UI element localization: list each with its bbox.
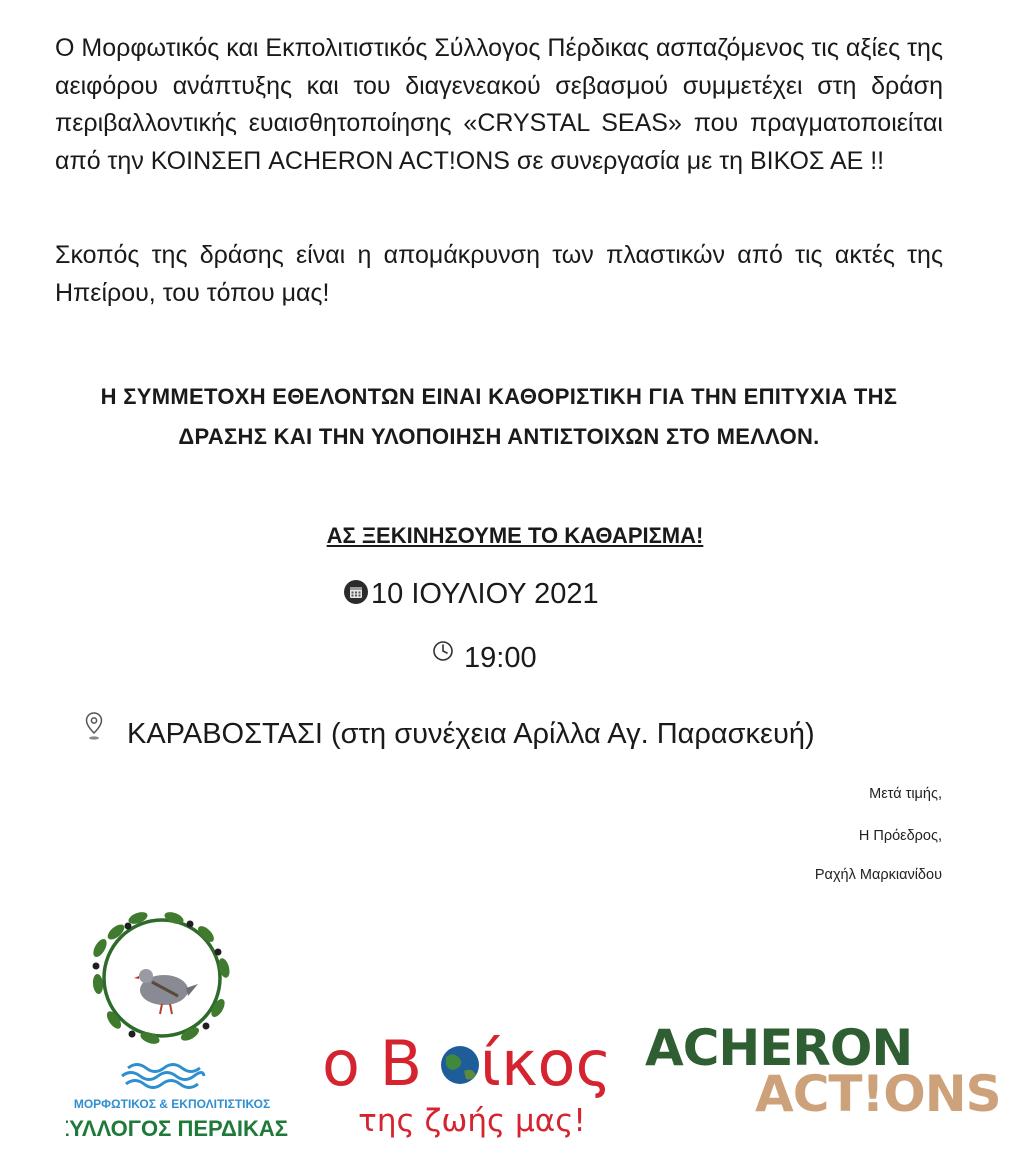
- clock-icon: [432, 640, 454, 662]
- vikos-logo-tagline: της ζωής μας!: [358, 1103, 586, 1139]
- event-date: [343, 578, 599, 611]
- partridge-icon: [134, 969, 198, 1014]
- sullogos-logo-line-2: ΣΥΛΛΟΓΟΣ ΠΕΡΔΙΚΑΣ: [66, 1116, 288, 1141]
- intro-paragraph-1: Ο Μορφωτικός και Εκπολιτιστικός Σύλλογος Πέρδικας ασπαζόμενος τις αξίες της αειφόρου ανάπτυξης και του διαγενεακού σεβασμού συμμετέχει στη δράση περιβαλλοντικής ευαισθητοποίησης «CRYSTAL SEAS» που πραγματοποιείται από την ΚΟΙΝΣΕΠ ACHERON ACT!ONS σε συνεργασία με τη ΒΙΚΟΣ ΑΕ !!: [55, 34, 943, 175]
- event-place-text: ΚΑΡΑΒΟΣΤΑΣΙ (στη συνέχεια Αρίλλα Αγ. Παρασκευή): [127, 718, 815, 750]
- intro-paragraph-2: Σκοπός της δράσης είναι η απομάκρυνση των πλαστικών από τις ακτές της Ηπείρου, του τόπου μας!: [55, 241, 943, 307]
- acheron-logo-line-2: ACT!ONS: [755, 1065, 1001, 1123]
- calendar-icon: [343, 579, 369, 605]
- acheron-logo-line-1: ACHERON: [645, 1019, 913, 1077]
- location-pin-icon: [85, 712, 103, 742]
- volunteers-call-line-1: Η ΣΥΜΜΕΤΟΧΗ ΕΘΕΛΟΝΤΩΝ ΕΙΝΑΙ ΚΑΘΟΡΙΣΤΙΚΗ ΓΙΑ ΤΗΝ ΕΠΙΤΥΧΙΑ ΤΗΣ: [100, 384, 898, 409]
- vikos-logo-title-end: ίκος: [480, 1027, 612, 1100]
- event-time-text: 19:00: [464, 642, 537, 674]
- vikos-logo-title-start: ο Β: [322, 1027, 423, 1100]
- volunteers-call: [55, 377, 943, 457]
- volunteers-call-line-2: ΔΡΑΣΗΣ ΚΑΙ ΤΗΝ ΥΛΟΠΟΙΗΣΗ ΑΝΤΙΣΤΟΙΧΩΝ ΣΤΟ ΜΕΛΛΟΝ.: [178, 424, 820, 449]
- event-date-text: 10 ΙΟΥΛΙΟΥ 2021: [371, 578, 599, 610]
- event-time: [432, 642, 537, 675]
- sullogos-logo-line-1: ΜΟΡΦΩΤΙΚΟΣ & ΕΚΠΟΛΙΤΙΣΤΙΚΟΣ: [73, 1097, 271, 1111]
- acheron-actions-logo: [645, 1015, 1017, 1125]
- signature-name: Ραχήλ Μαρκιανίδου: [814, 867, 942, 883]
- globe-icon: [441, 1046, 479, 1084]
- cleanup-cta-heading: ΑΣ ΞΕΚΙΝΗΣΟΥΜΕ ΤΟ ΚΑΘΑΡΙΣΜΑ!: [326, 523, 704, 548]
- signature-closing: Μετά τιμής,: [869, 786, 942, 802]
- vikos-logo: [322, 1015, 622, 1155]
- signature-role: Η Πρόεδρος,: [858, 828, 942, 844]
- event-place: [85, 718, 815, 751]
- sullogos-perdikas-logo: [66, 910, 292, 1150]
